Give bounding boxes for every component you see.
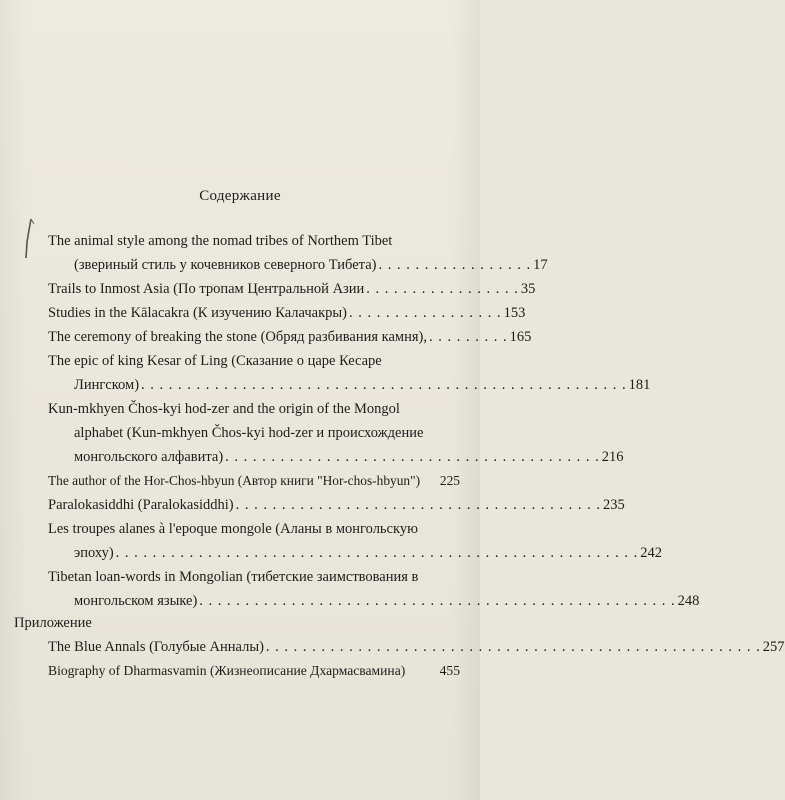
- page-title: Содержание: [199, 188, 281, 204]
- toc-entry: [74, 544, 663, 562]
- entry-title: The animal style among the nomad tribes of Northem Tibet: [48, 233, 393, 249]
- leader-dots: . . . . . . . . . . . . . . . . .: [378, 257, 532, 273]
- leader-dots: . . . . . . . . . . . . . . . . .: [366, 281, 519, 297]
- entry-title: (звериный стиль у кочевников северного Тибета): [74, 257, 377, 273]
- leader-dots: . . . . . . . . .: [428, 329, 508, 345]
- entry-title: Biography of Dharmasvamin (Жизнеописание Дхармасвамина): [48, 663, 406, 678]
- toc-entry: [48, 232, 460, 250]
- toc-entry: [48, 638, 785, 656]
- appendix-heading: [14, 614, 460, 632]
- entry-title: монгольском языке): [74, 593, 198, 609]
- toc-entry: [48, 568, 460, 586]
- toc-entry: [74, 376, 651, 394]
- page-number: 17: [533, 257, 548, 273]
- toc-entry: [48, 352, 460, 370]
- leader-dots: . . . . . . . . . . . . . . . . . . . . . . . . . . . . . . . . . . . . . . . . . . . . . . . . . . . . . .: [265, 639, 761, 655]
- toc-entry: [48, 304, 526, 322]
- leader-dots: . . . . . . . . . . . . . . . . . . . . . . . . . . . . . . . . . . . . . . . . .: [225, 449, 600, 465]
- toc-entry: [48, 496, 625, 514]
- entry-title: The author of the Hor-Chos-hbyun (Автор книги "Hor-chos-hbyun"): [48, 473, 421, 488]
- entry-title: The epic of king Kesar of Ling (Сказание о царе Кесаре: [48, 353, 382, 369]
- toc-entry: [48, 280, 536, 298]
- entry-title: The ceremony of breaking the stone (Обряд разбивания камня),: [48, 329, 427, 345]
- entry-title: Trails to Inmost Asia (По тропам Центральной Азии: [48, 281, 365, 297]
- leader-dots: . . . . . . . . . . . . . . . . . . . . . . . . . . . . . . . . . . . . . . . . . . . . . . . . . . . . . . . . .: [115, 545, 639, 561]
- entry-title: The Blue Annals (Голубые Анналы): [48, 639, 264, 655]
- toc-entry: [48, 328, 532, 346]
- toc-entry: [74, 592, 700, 610]
- toc-entry: [48, 472, 460, 490]
- entry-title: Tibetan loan-words in Mongolian (тибетские заимствования в: [48, 569, 419, 585]
- section-title: Приложение: [14, 615, 92, 631]
- toc-entry: [74, 256, 548, 274]
- page-number: 165: [509, 329, 532, 345]
- page-number: 248: [677, 593, 700, 609]
- page-number: 257: [762, 639, 785, 655]
- page-number: 242: [640, 545, 663, 561]
- entry-title: монгольского алфавита): [74, 449, 224, 465]
- toc-entry: [48, 662, 460, 680]
- toc-entry: [48, 400, 460, 418]
- leader-dots: . . . . . . . . . . . . . . . . . . . . . . . . . . . . . . . . . . . . . . . .: [235, 497, 602, 513]
- entry-title: Paralokasiddhi (Paralokasiddhi): [48, 497, 234, 513]
- pencil-mark-icon: [22, 218, 36, 260]
- entry-title: эпоху): [74, 545, 114, 561]
- leader-dots: . . . . . . . . . . . . . . . . . . . . . . . . . . . . . . . . . . . . . . . . . . . . . . . . . . . . .: [141, 377, 627, 393]
- entry-title: Kun-mkhyen Čhos-kyi hod-zer and the origin of the Mongol: [48, 401, 400, 417]
- page-number: 35: [520, 281, 536, 297]
- page-number: 153: [503, 305, 526, 321]
- page-number: 235: [603, 497, 625, 513]
- page-number: 216: [601, 449, 624, 465]
- toc-entry: [48, 520, 460, 538]
- entry-title: Лингском): [74, 377, 140, 393]
- entry-title: alphabet (Kun-mkhyen Čhos-kyi hod-zer и происхождение: [74, 425, 424, 441]
- page-number: 181: [628, 377, 651, 393]
- toc-entry: [74, 448, 624, 466]
- page-number: 225: [439, 473, 460, 488]
- entry-title: Les troupes alanes à l'epoque mongole (Аланы в монгольскую: [48, 521, 418, 537]
- entry-title: Studies in the Kālacakra (К изучению Калачакры): [48, 305, 347, 321]
- toc-entry: [74, 424, 460, 442]
- leader-dots: . . . . . . . . . . . . . . . . .: [348, 305, 502, 321]
- page-number: 455: [439, 663, 460, 678]
- leader-dots: . . . . . . . . . . . . . . . . . . . . . . . . . . . . . . . . . . . . . . . . . . . . . . . . . . . .: [199, 593, 676, 609]
